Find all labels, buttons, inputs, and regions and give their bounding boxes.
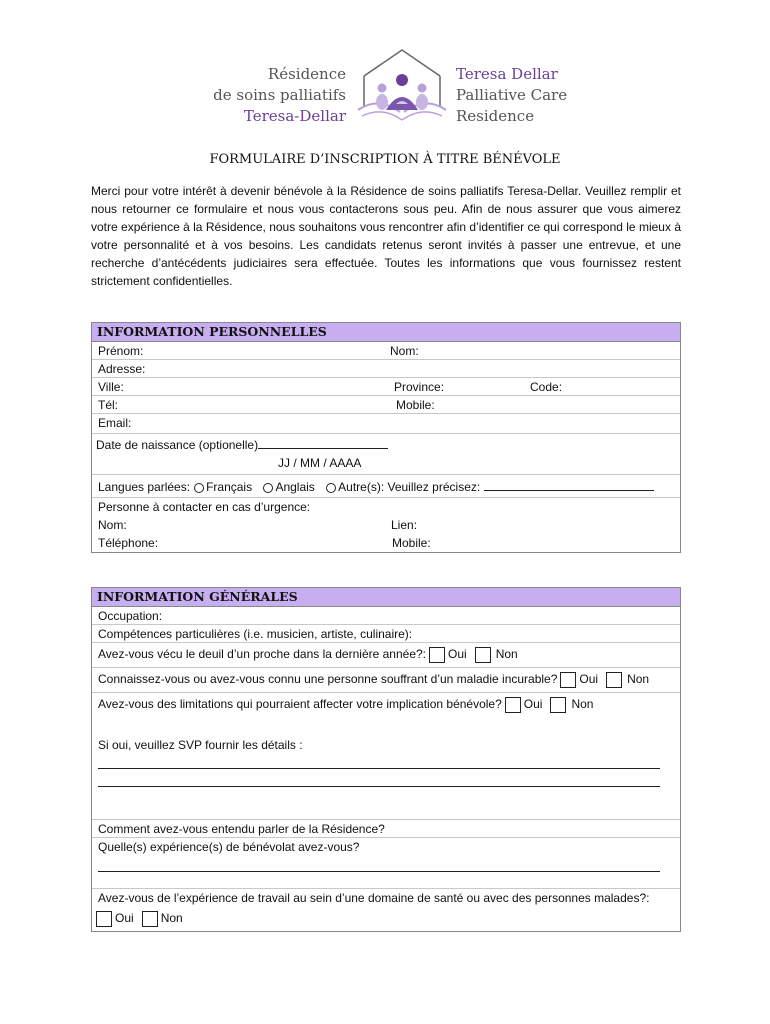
occupation-field[interactable]: Occupation: (98, 609, 163, 623)
row-health-experience (92, 889, 680, 931)
radio-francais[interactable] (194, 483, 204, 493)
other-language-input-line[interactable] (484, 480, 654, 491)
illness-oui-checkbox[interactable] (560, 672, 576, 688)
anglais-label: Anglais (275, 480, 315, 494)
radio-autre[interactable] (326, 483, 336, 493)
row-address (92, 360, 680, 378)
first-name-field[interactable]: Prénom: (98, 344, 144, 358)
row-heard-about (92, 820, 680, 838)
illness-non-checkbox[interactable] (606, 672, 622, 688)
row-bereavement (92, 643, 680, 668)
experience-input-line[interactable] (98, 871, 660, 872)
health-experience-label: Avez-vous de l’expérience de travail au sein d’une domaine de santé ou avec des personnes malades?: (98, 891, 650, 905)
limitations-label: Avez-vous des limitations qui pourraient affecter votre implication bénévole? (98, 697, 502, 712)
oui-label: Oui (523, 697, 543, 712)
health-non-checkbox[interactable] (142, 911, 158, 927)
row-volunteer-experience (92, 838, 680, 889)
province-field[interactable]: Province: (394, 380, 445, 394)
bereavement-question (98, 647, 518, 663)
details-input-line[interactable] (98, 768, 660, 769)
intro-paragraph (91, 182, 681, 290)
row-city (92, 378, 680, 396)
bereavement-label: Avez-vous vécu le deuil d’un proche dans la dernière année?: (98, 647, 426, 662)
languages-group (98, 480, 654, 494)
logo-line: Teresa-Dellar (243, 107, 346, 125)
oui-label: Oui (448, 647, 467, 662)
bereavement-non-checkbox[interactable] (475, 647, 491, 663)
section-header: INFORMATION GÉNÉRALES (92, 588, 680, 607)
address-field[interactable]: Adresse: (98, 362, 146, 376)
limitations-non-checkbox[interactable] (550, 697, 566, 713)
postal-code-field[interactable]: Code: (530, 380, 563, 394)
row-phone (92, 396, 680, 414)
logo-line: Residence (456, 107, 535, 125)
row-name (92, 342, 680, 360)
skills-field[interactable]: Compétences particulières (i.e. musicien, artiste, culinaire): (98, 627, 413, 641)
limitations-question (98, 697, 593, 713)
illness-label: Connaissez-vous ou avez-vous connu une personne souffrant d’un maladie incurable? (98, 672, 558, 687)
non-label: Non (627, 672, 650, 687)
section-header: INFORMATION PERSONNELLES (92, 323, 680, 342)
logo-line: Résidence (267, 65, 346, 83)
row-birthdate (92, 434, 680, 475)
illness-question (98, 672, 649, 688)
logo-line: Teresa Dellar (456, 65, 558, 83)
general-info-section (91, 587, 681, 932)
non-label: Non (160, 911, 183, 926)
health-oui-checkbox[interactable] (96, 911, 112, 927)
health-experience-options (96, 911, 183, 927)
oui-label: Oui (115, 911, 134, 926)
row-illness (92, 668, 680, 693)
emergency-mobile-field[interactable]: Mobile: (392, 536, 431, 550)
house-with-people-icon (356, 46, 448, 122)
logo-text-english (456, 64, 636, 127)
details-label: Si oui, veuillez SVP fournir les détails : (98, 738, 303, 752)
birthdate-label-text: Date de naissance (optionelle) (96, 438, 259, 452)
emergency-name-field[interactable]: Nom: (98, 518, 127, 532)
last-name-field[interactable]: Nom: (390, 344, 419, 358)
emergency-relation-field[interactable]: Lien: (391, 518, 418, 532)
radio-anglais[interactable] (263, 483, 273, 493)
heard-about-field[interactable]: Comment avez-vous entendu parler de la Résidence? (98, 822, 385, 836)
intro-text: Merci pour votre intérêt à devenir bénévole à la Résidence de soins palliatifs Teresa-Dellar. Veuillez remplir et nous retourner ce formulaire et nous vous contacterons sous peu. Afin de nous assurer que vous aimerez votre expérience à la Résidence, nous souhaitons vous rencontrer afin d’identifier ce qui correspond le mieux à votre personnalité et à vos besoins. Les candidats retenus seront invités à passer une entrevue, et une recherche d’antécédents judiciaires sera effectuée. Toutes les informations que vous fournissez restent strictement confidentielles. (91, 184, 681, 288)
emergency-phone-field[interactable]: Téléphone: (98, 536, 159, 550)
row-email (92, 414, 680, 434)
non-label: Non (495, 647, 518, 662)
autre-label: Autre(s): Veuillez précisez: (338, 480, 481, 494)
volunteer-experience-label: Quelle(s) expérience(s) de bénévolat avez-vous? (98, 840, 360, 854)
mobile-field[interactable]: Mobile: (396, 398, 435, 412)
form-title: FORMULAIRE D’INSCRIPTION À TITRE BÉNÉVOLE (209, 152, 561, 167)
limitations-oui-checkbox[interactable] (505, 697, 521, 713)
languages-label: Langues parlées: (98, 480, 191, 494)
row-occupation (92, 607, 680, 625)
bereavement-oui-checkbox[interactable] (429, 647, 445, 663)
emergency-contact-block (92, 498, 680, 552)
city-field[interactable]: Ville: (98, 380, 124, 394)
phone-field[interactable]: Tél: (98, 398, 119, 412)
birthdate-input-line[interactable] (258, 438, 388, 449)
birthdate-label (96, 438, 388, 452)
logo-line: Palliative Care (456, 86, 568, 104)
oui-label: Oui (579, 672, 599, 687)
logo-line: de soins palliatifs (213, 86, 346, 104)
francais-label: Français (206, 480, 253, 494)
non-label: Non (571, 697, 594, 712)
row-limitations (92, 693, 680, 820)
row-skills (92, 625, 680, 643)
emergency-contact-label: Personne à contacter en cas d’urgence: (98, 500, 311, 514)
details-input-line[interactable] (98, 786, 660, 787)
personal-info-section (91, 322, 681, 553)
email-field[interactable]: Email: (98, 416, 132, 430)
logo-text-french (196, 64, 346, 127)
row-languages (92, 475, 680, 498)
birthdate-format: JJ / MM / AAAA (278, 456, 362, 470)
